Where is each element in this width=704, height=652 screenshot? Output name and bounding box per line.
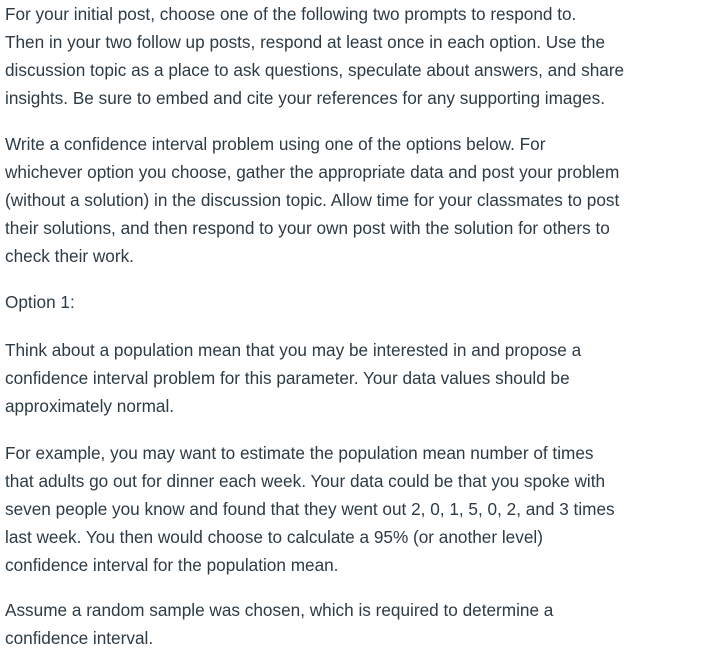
example-paragraph — [5, 439, 615, 579]
text-line: confidence interval. — [5, 628, 154, 648]
text-line: Write a confidence interval problem using one of the options below. For — [5, 134, 546, 154]
text-line: For example, you may want to estimate the population mean number of times — [5, 443, 594, 463]
text-line: whichever option you choose, gather the appropriate data and post your problem — [5, 162, 620, 182]
text-line: seven people you know and found that they went out 2, 0, 1, 5, 0, 2, and 3 times — [5, 499, 615, 519]
text-line: Think about a population mean that you may be interested in and propose a — [5, 340, 582, 360]
intro-paragraph — [5, 0, 624, 112]
assumption-paragraph — [5, 596, 553, 652]
text-line: approximately normal. — [5, 396, 175, 416]
text-line: Then in your two follow up posts, respond at least once in each option. Use the — [5, 32, 606, 52]
text-line: discussion topic as a place to ask questions, speculate about answers, and share — [5, 60, 625, 80]
text-line: that adults go out for dinner each week. Your data could be that you spoke with — [5, 471, 606, 491]
text-line: confidence interval for the population mean. — [5, 555, 339, 575]
text-line: Option 1: — [5, 292, 75, 312]
text-line: confidence interval problem for this parameter. Your data values should be — [5, 368, 570, 388]
text-line: last week. You then would choose to calculate a 95% (or another level) — [5, 527, 543, 547]
text-line: their solutions, and then respond to your own post with the solution for others to — [5, 218, 610, 238]
option-description-paragraph — [5, 336, 581, 420]
text-line: check their work. — [5, 246, 134, 266]
text-line: insights. Be sure to embed and cite your references for any supporting images. — [5, 88, 605, 108]
option-heading — [5, 288, 75, 316]
text-line: Assume a random sample was chosen, which is required to determine a — [5, 600, 554, 620]
text-line: For your initial post, choose one of the following two prompts to respond to. — [5, 4, 577, 24]
instructions-paragraph — [5, 130, 619, 270]
text-line: (without a solution) in the discussion topic. Allow time for your classmates to post — [5, 190, 620, 210]
